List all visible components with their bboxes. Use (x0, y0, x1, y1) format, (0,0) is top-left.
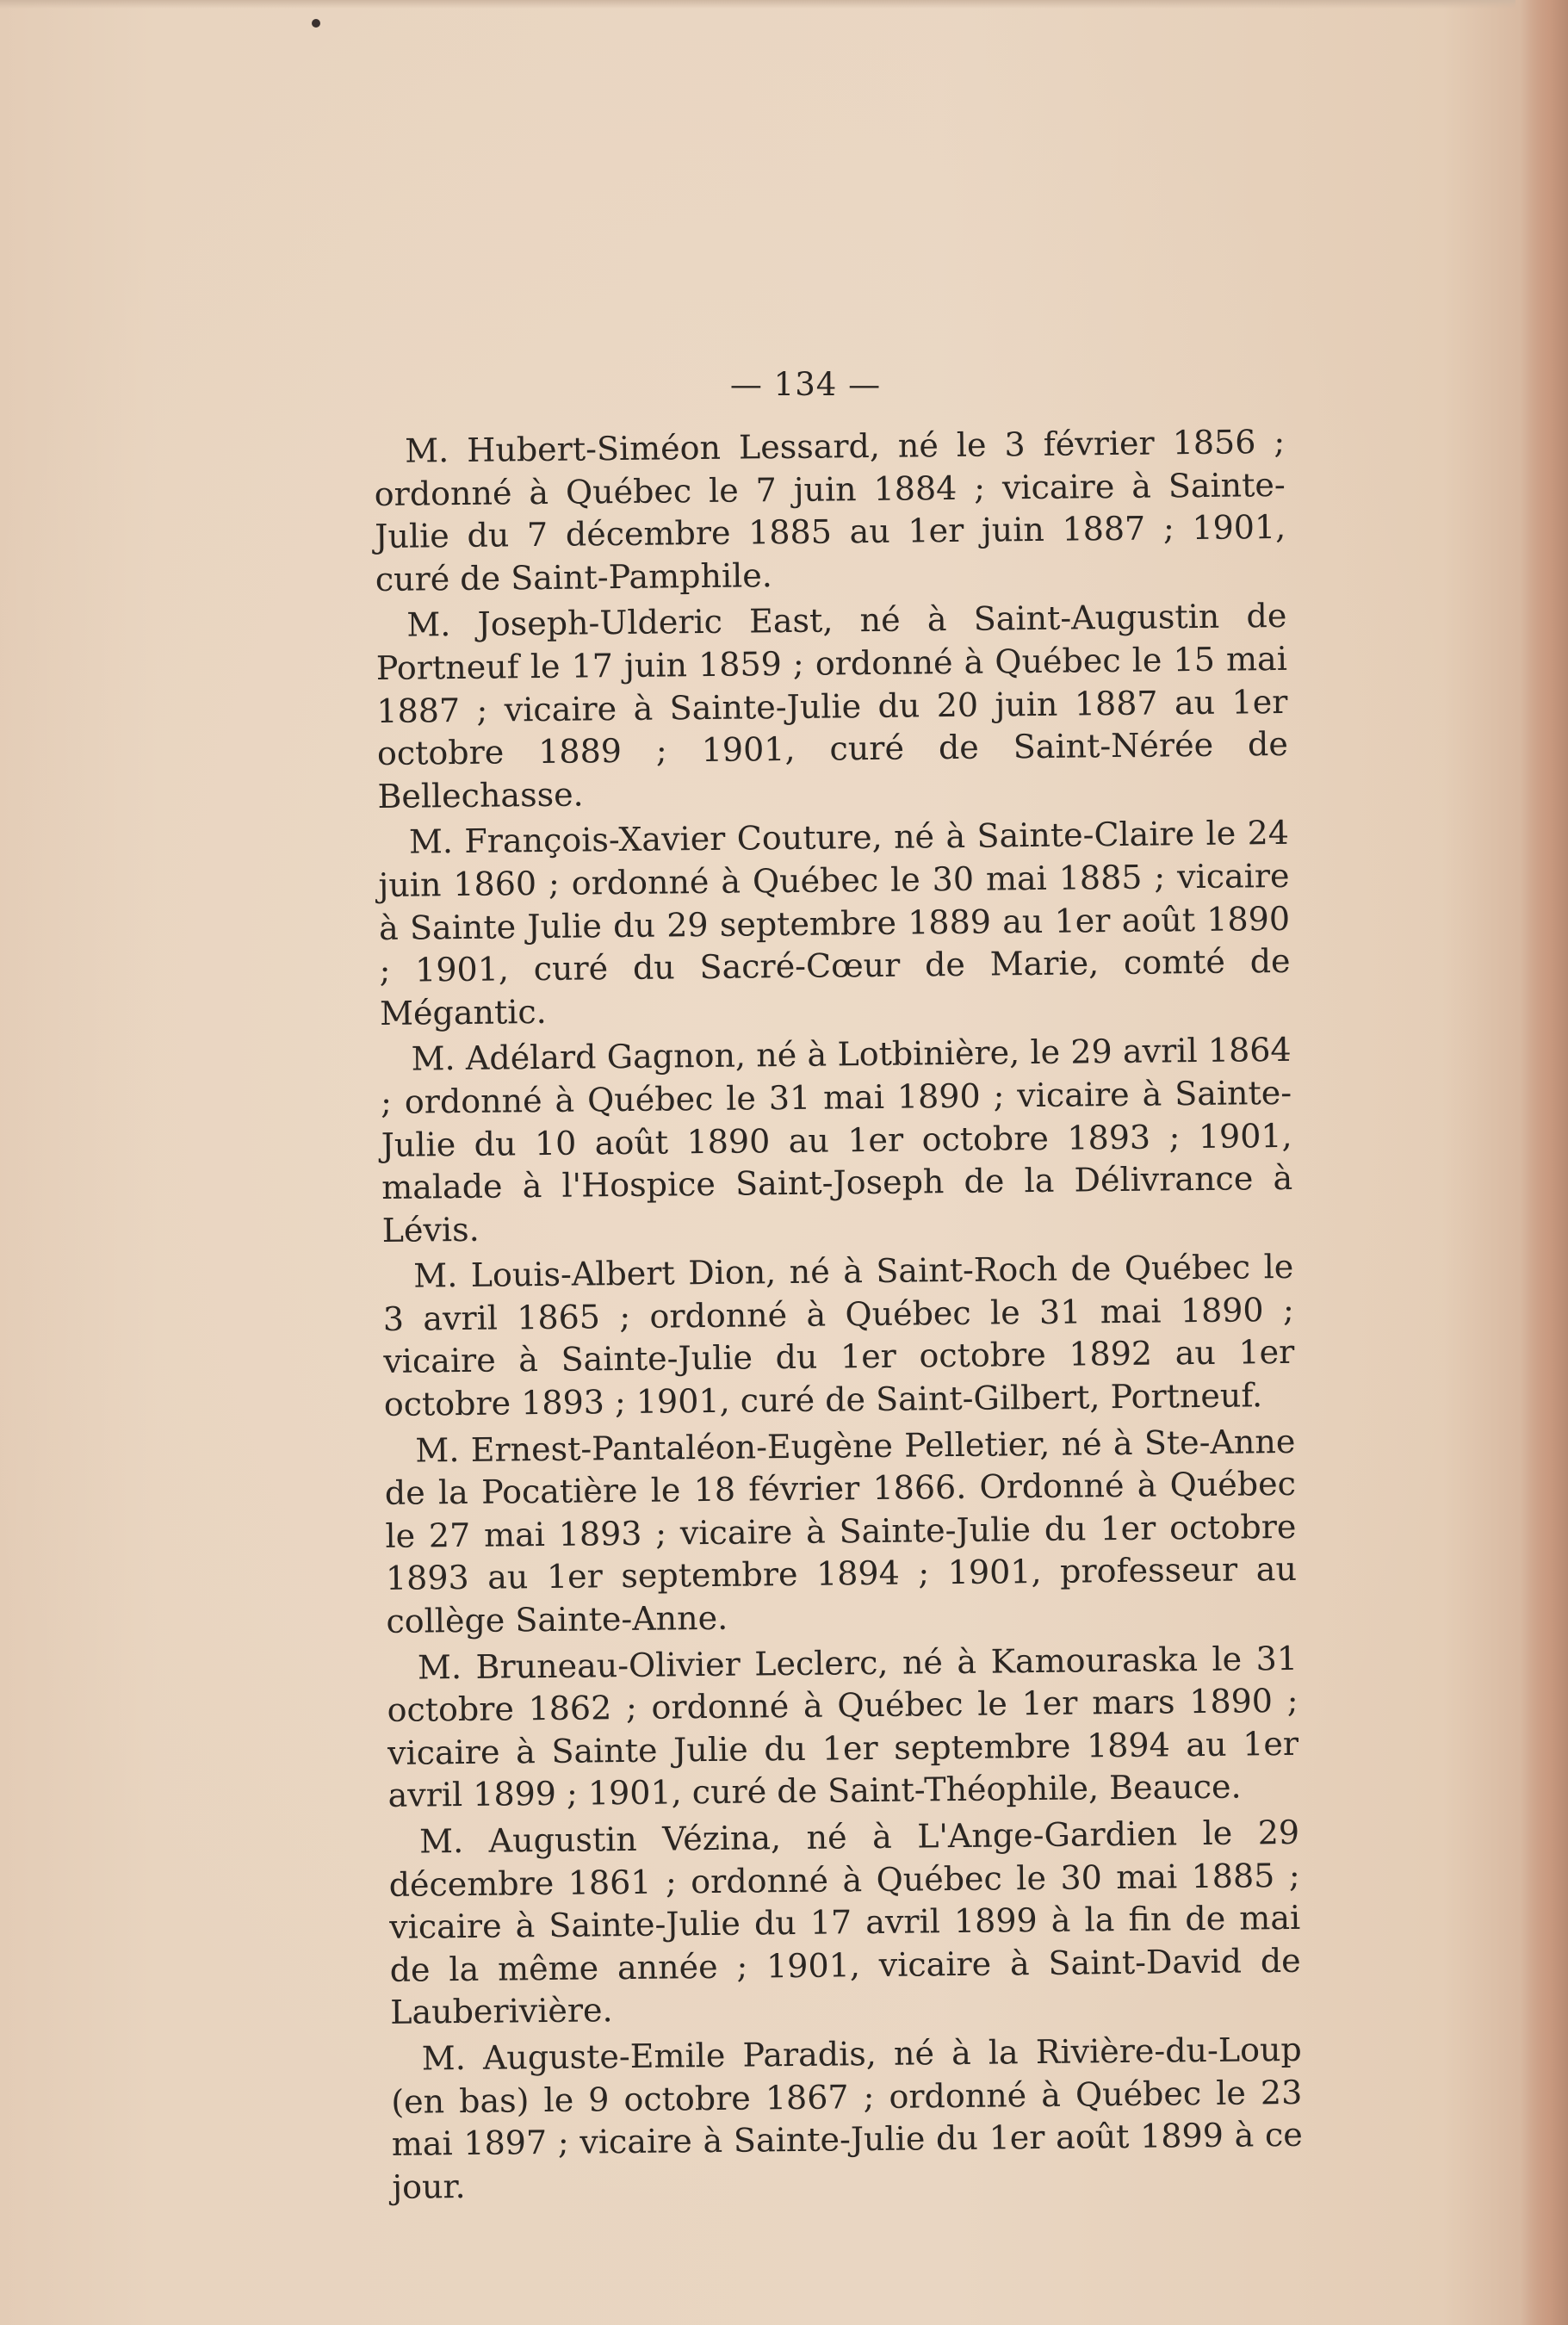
page-number: — 134 — (729, 366, 882, 403)
entry-gagnon: M. Adélard Gagnon, né à Lotbinière, le 29 avril 1864 ; ordonné à Québec le 31 mai 1890 ; vicaire à Sainte-Julie du 10 août 1890 au 1er octobre 1893 ; 1901, malade à l'Hospice Saint-Joseph de la Délivrance à Lévis. (380, 1031, 1293, 1249)
entry-lessard: M. Hubert-Siméon Lessard, né le 3 février 1856 ; ordonné à Québec le 7 juin 1884 ; vicaire à Sainte-Julie du 7 décembre 1885 au 1er juin 1887 ; 1901, curé de Saint-Pamphile. (374, 422, 1286, 598)
entry-east: M. Joseph-Ulderic East, né à Saint-Augustin de Portneuf le 17 juin 1859 ; ordonné à Québec le 15 mai 1887 ; vicaire à Sainte-Julie du 20 juin 1887 au 1er octobre 1889 ; 1901, curé de Saint-Nérée de Bellechasse. (375, 597, 1289, 815)
entry-dion: M. Louis-Albert Dion, né à Saint-Roch de Québec le 3 avril 1865 ; ordonné à Québec le 31 mai 1890 ; vicaire à Sainte-Julie du 1er octobre 1892 au 1er octobre 1893 ; 1901, curé de Saint-Gilbert, Portneuf. (382, 1248, 1295, 1423)
entry-pelletier: M. Ernest-Pantaléon-Eugène Pelletier, né à Ste-Anne de la Pocatière le 18 février 1866. Ordonné à Québec le 27 mai 1893 ; vicaire à Sainte-Julie du 1er octobre 1893 au 1er septembre 1894 ; 1901, professeur au collège Sainte-Anne. (384, 1422, 1298, 1640)
entry-couture: M. François-Xavier Couture, né à Sainte-Claire le 24 juin 1860 ; ordonné à Québec le 30 mai 1885 ; vicaire à Sainte Julie du 29 septembre 1889 au 1er août 1890 ; 1901, curé du Sacré-Cœur de Marie, comté de Mégantic. (378, 814, 1291, 1032)
biography-list (374, 421, 1304, 2212)
page-top-edge (0, 0, 1515, 9)
ink-spot (312, 19, 320, 28)
entry-paradis: M. Auguste-Emile Paradis, né à la Rivière-du-Loup (en bas) le 9 octobre 1867 ; ordonné à Québec le 23 mai 1897 ; vicaire à Sainte-Julie du 1er août 1899 à ce jour. (391, 2030, 1304, 2206)
entry-vezina: M. Augustin Vézina, né à L'Ange-Gardien le 29 décembre 1861 ; ordonné à Québec le 30 mai 1885 ; vicaire à Sainte-Julie du 17 avril 1899 à la fin de mai de la même année ; 1901, vicaire à Saint-David de Lauberivière. (388, 1813, 1301, 2032)
page-gutter-shadow (1521, 0, 1568, 2325)
entry-leclerc: M. Bruneau-Olivier Leclerc, né à Kamouraska le 31 octobre 1862 ; ordonné à Québec le 1er mars 1890 ; vicaire à Sainte Julie du 1er septembre 1894 au 1er avril 1899 ; 1901, curé de Saint-Théophile, Beauce. (387, 1639, 1299, 1815)
